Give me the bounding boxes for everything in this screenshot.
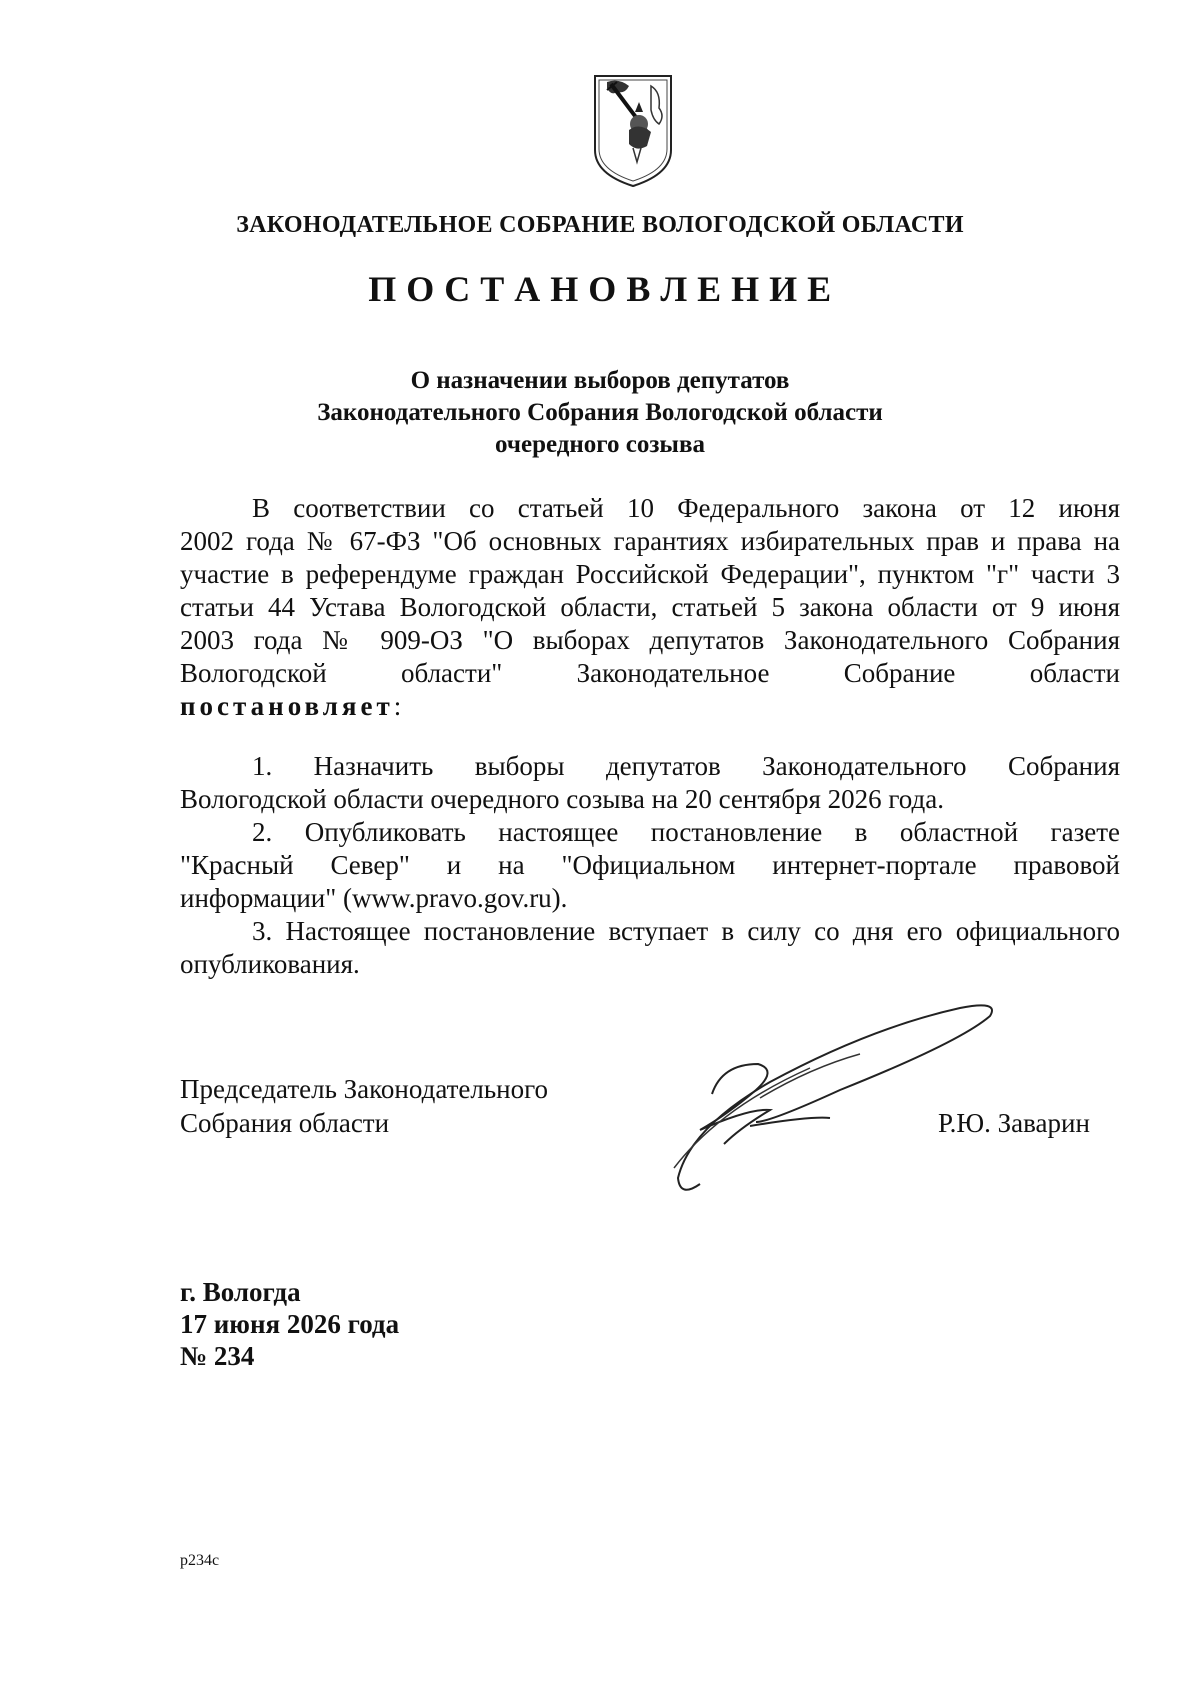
preamble-line: 2003 года № 909-ОЗ "О выборах депутатов Законодательного Собрания: [180, 625, 1120, 655]
signer-title-line: Собрания области: [180, 1108, 390, 1138]
document-type: П О С Т А Н О В Л Е Н И Е: [368, 269, 832, 309]
resolutions-list: [180, 750, 1120, 981]
subject-line: Законодательного Собрания Вологодской области: [317, 399, 883, 426]
document-number: № 234: [180, 1341, 255, 1371]
resolution-item-3: 3. Настоящее постановление вступает в силу со дня его официального: [252, 916, 1120, 946]
resolution-item-1-cont: Вологодской области очередного созыва на 20 сентября 2026 года.: [180, 784, 944, 814]
resolution-item-2: 2. Опубликовать настоящее постановление в областной газете: [252, 817, 1120, 847]
subject-line: О назначении выборов депутатов: [410, 367, 790, 394]
signer-title-line: Председатель Законодательного: [180, 1074, 549, 1104]
signer-name: Р.Ю. Заварин: [938, 1108, 1090, 1138]
resolution-item-2-cont: "Красный Север" и на "Официальном интернет-портале правовой: [180, 850, 1120, 880]
place-date-block: [180, 1276, 399, 1372]
resolution-item-1: 1. Назначить выборы депутатов Законодательного Собрания: [252, 751, 1120, 781]
resolves-word: постановляет: [180, 691, 394, 721]
preamble-line: Вологодской области" Законодательное Собрание области: [180, 658, 1120, 688]
handwritten-signature: [660, 998, 1010, 1208]
resolution-item-3-cont: опубликования.: [180, 949, 360, 979]
resolution-item-2-cont: информации" (www.pravo.gov.ru).: [180, 883, 568, 913]
preamble-line: 2002 года № 67-ФЗ "Об основных гарантиях избирательных прав и права на: [180, 526, 1120, 556]
resolves-line: [180, 690, 1120, 723]
subject-line: очередного созыва: [495, 431, 705, 458]
preamble-line: участие в референдуме граждан Российской Федерации", пунктом "г" части 3: [180, 559, 1120, 589]
resolves-colon: :: [393, 691, 402, 721]
organization-title: ЗАКОНОДАТЕЛЬНОЕ СОБРАНИЕ ВОЛОГОДСКОЙ ОБЛАСТИ: [236, 212, 964, 238]
document-subject: [0, 365, 1200, 461]
footer-code: p234c: [180, 1552, 220, 1569]
preamble: [180, 492, 1120, 723]
signer-title: [180, 1072, 548, 1140]
coat-of-arms-icon: [589, 72, 677, 190]
place-city: г. Вологда: [180, 1277, 301, 1307]
document-date: 17 июня 2026 года: [180, 1309, 400, 1339]
preamble-line: статьи 44 Устава Вологодской области, статьей 5 закона области от 9 июня: [180, 592, 1120, 622]
preamble-line: В соответствии со статьей 10 Федерального закона от 12 июня: [252, 493, 1120, 523]
